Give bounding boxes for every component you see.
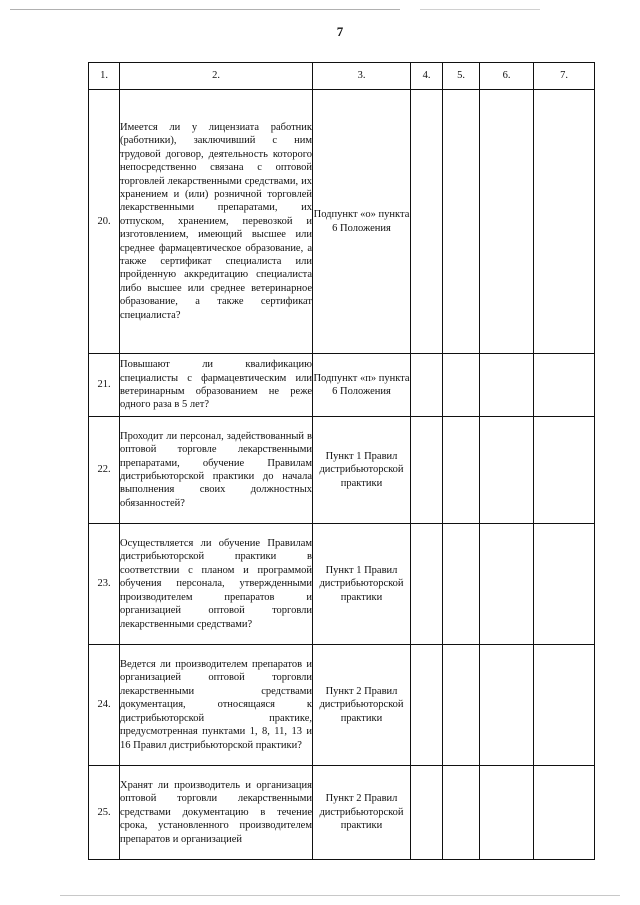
scan-top-border-right	[420, 9, 540, 10]
cell-col-6	[480, 766, 534, 860]
cell-col-4	[411, 645, 443, 766]
cell-col-4	[411, 766, 443, 860]
cell-col-4	[411, 417, 443, 524]
cell-col-4	[411, 524, 443, 645]
question-text: Хранят ли производитель и организация оптовой торговли лекарственными средствами документацию в течение срока, установленного производителем препаратов и организацией	[120, 766, 313, 860]
cell-col-6	[480, 90, 534, 354]
cell-col-7	[534, 354, 595, 417]
table-row	[89, 766, 595, 860]
table-row	[89, 645, 595, 766]
cell-col-5	[443, 417, 480, 524]
row-number: 21.	[89, 354, 120, 417]
table-row	[89, 354, 595, 417]
cell-col-7	[534, 524, 595, 645]
legal-reference: Пункт 1 Правил дистрибьюторской практики	[313, 417, 411, 524]
column-header-5: 5.	[443, 63, 480, 90]
row-number: 25.	[89, 766, 120, 860]
legal-reference: Подпункт «о» пункта 6 Положения	[313, 90, 411, 354]
row-number: 23.	[89, 524, 120, 645]
column-header-3: 3.	[313, 63, 411, 90]
table-row	[89, 417, 595, 524]
question-text: Повышают ли квалификацию специалисты с фармацевтическим или ветеринарным образованием не реже одного раза в 5 лет?	[120, 354, 313, 417]
question-text: Ведется ли производителем препаратов и организацией оптовой торговли лекарственными средствами документация, относящаяся к дистрибьюторской практике, предусмотренная пунктами 1, 8, 11, 13 и 16 Правил дистрибьюторской практики?	[120, 645, 313, 766]
cell-col-7	[534, 417, 595, 524]
cell-col-4	[411, 354, 443, 417]
cell-col-6	[480, 417, 534, 524]
cell-col-5	[443, 90, 480, 354]
row-number: 22.	[89, 417, 120, 524]
cell-col-5	[443, 645, 480, 766]
checklist-table	[88, 62, 595, 860]
page-number: 7	[336, 24, 344, 39]
row-number: 20.	[89, 90, 120, 354]
column-header-6: 6.	[480, 63, 534, 90]
header-row	[89, 63, 595, 90]
cell-col-7	[534, 766, 595, 860]
table-row	[89, 524, 595, 645]
row-number: 24.	[89, 645, 120, 766]
cell-col-5	[443, 766, 480, 860]
legal-reference: Пункт 1 Правил дистрибьюторской практики	[313, 524, 411, 645]
column-header-2: 2.	[120, 63, 313, 90]
question-text: Осуществляется ли обучение Правилам дистрибьюторской практики в соответствии с планом и программой обучения персонала, утвержденными производителем препаратов и организацией оптовой торговли лекарственными средствами?	[120, 524, 313, 645]
cell-col-5	[443, 524, 480, 645]
question-text: Имеется ли у лицензиата работник (работники), заключивший с ним трудовой договор, деятельность которого непосредственно связана с оптовой торговлей лекарственными средствами, их хранением и (или) розничной торговлей лекарственными препаратами, их отпуском, хранением, перевозкой и изготовлением, имеющий высшее или среднее фармацевтическое образование, а также сертификат специалиста или пройденную аккредитацию специалиста либо высшее или среднее ветеринарное образование, а также сертификат специалиста?	[120, 90, 313, 354]
cell-col-4	[411, 90, 443, 354]
legal-reference: Пункт 2 Правил дистрибьюторской практики	[313, 766, 411, 860]
column-header-1: 1.	[89, 63, 120, 90]
scan-bottom-border	[60, 895, 620, 896]
question-text: Проходит ли персонал, задействованный в оптовой торговле лекарственными препаратами, обучение Правилам дистрибьюторской практики до начала выполнения своих должностных обязанностей?	[120, 417, 313, 524]
cell-col-7	[534, 90, 595, 354]
legal-reference: Пункт 2 Правил дистрибьюторской практики	[313, 645, 411, 766]
column-header-4: 4.	[411, 63, 443, 90]
cell-col-7	[534, 645, 595, 766]
column-header-7: 7.	[534, 63, 595, 90]
cell-col-5	[443, 354, 480, 417]
cell-col-6	[480, 524, 534, 645]
scan-top-border	[10, 9, 400, 10]
cell-col-6	[480, 354, 534, 417]
cell-col-6	[480, 645, 534, 766]
legal-reference: Подпункт «п» пункта 6 Положения	[313, 354, 411, 417]
table-row	[89, 90, 595, 354]
